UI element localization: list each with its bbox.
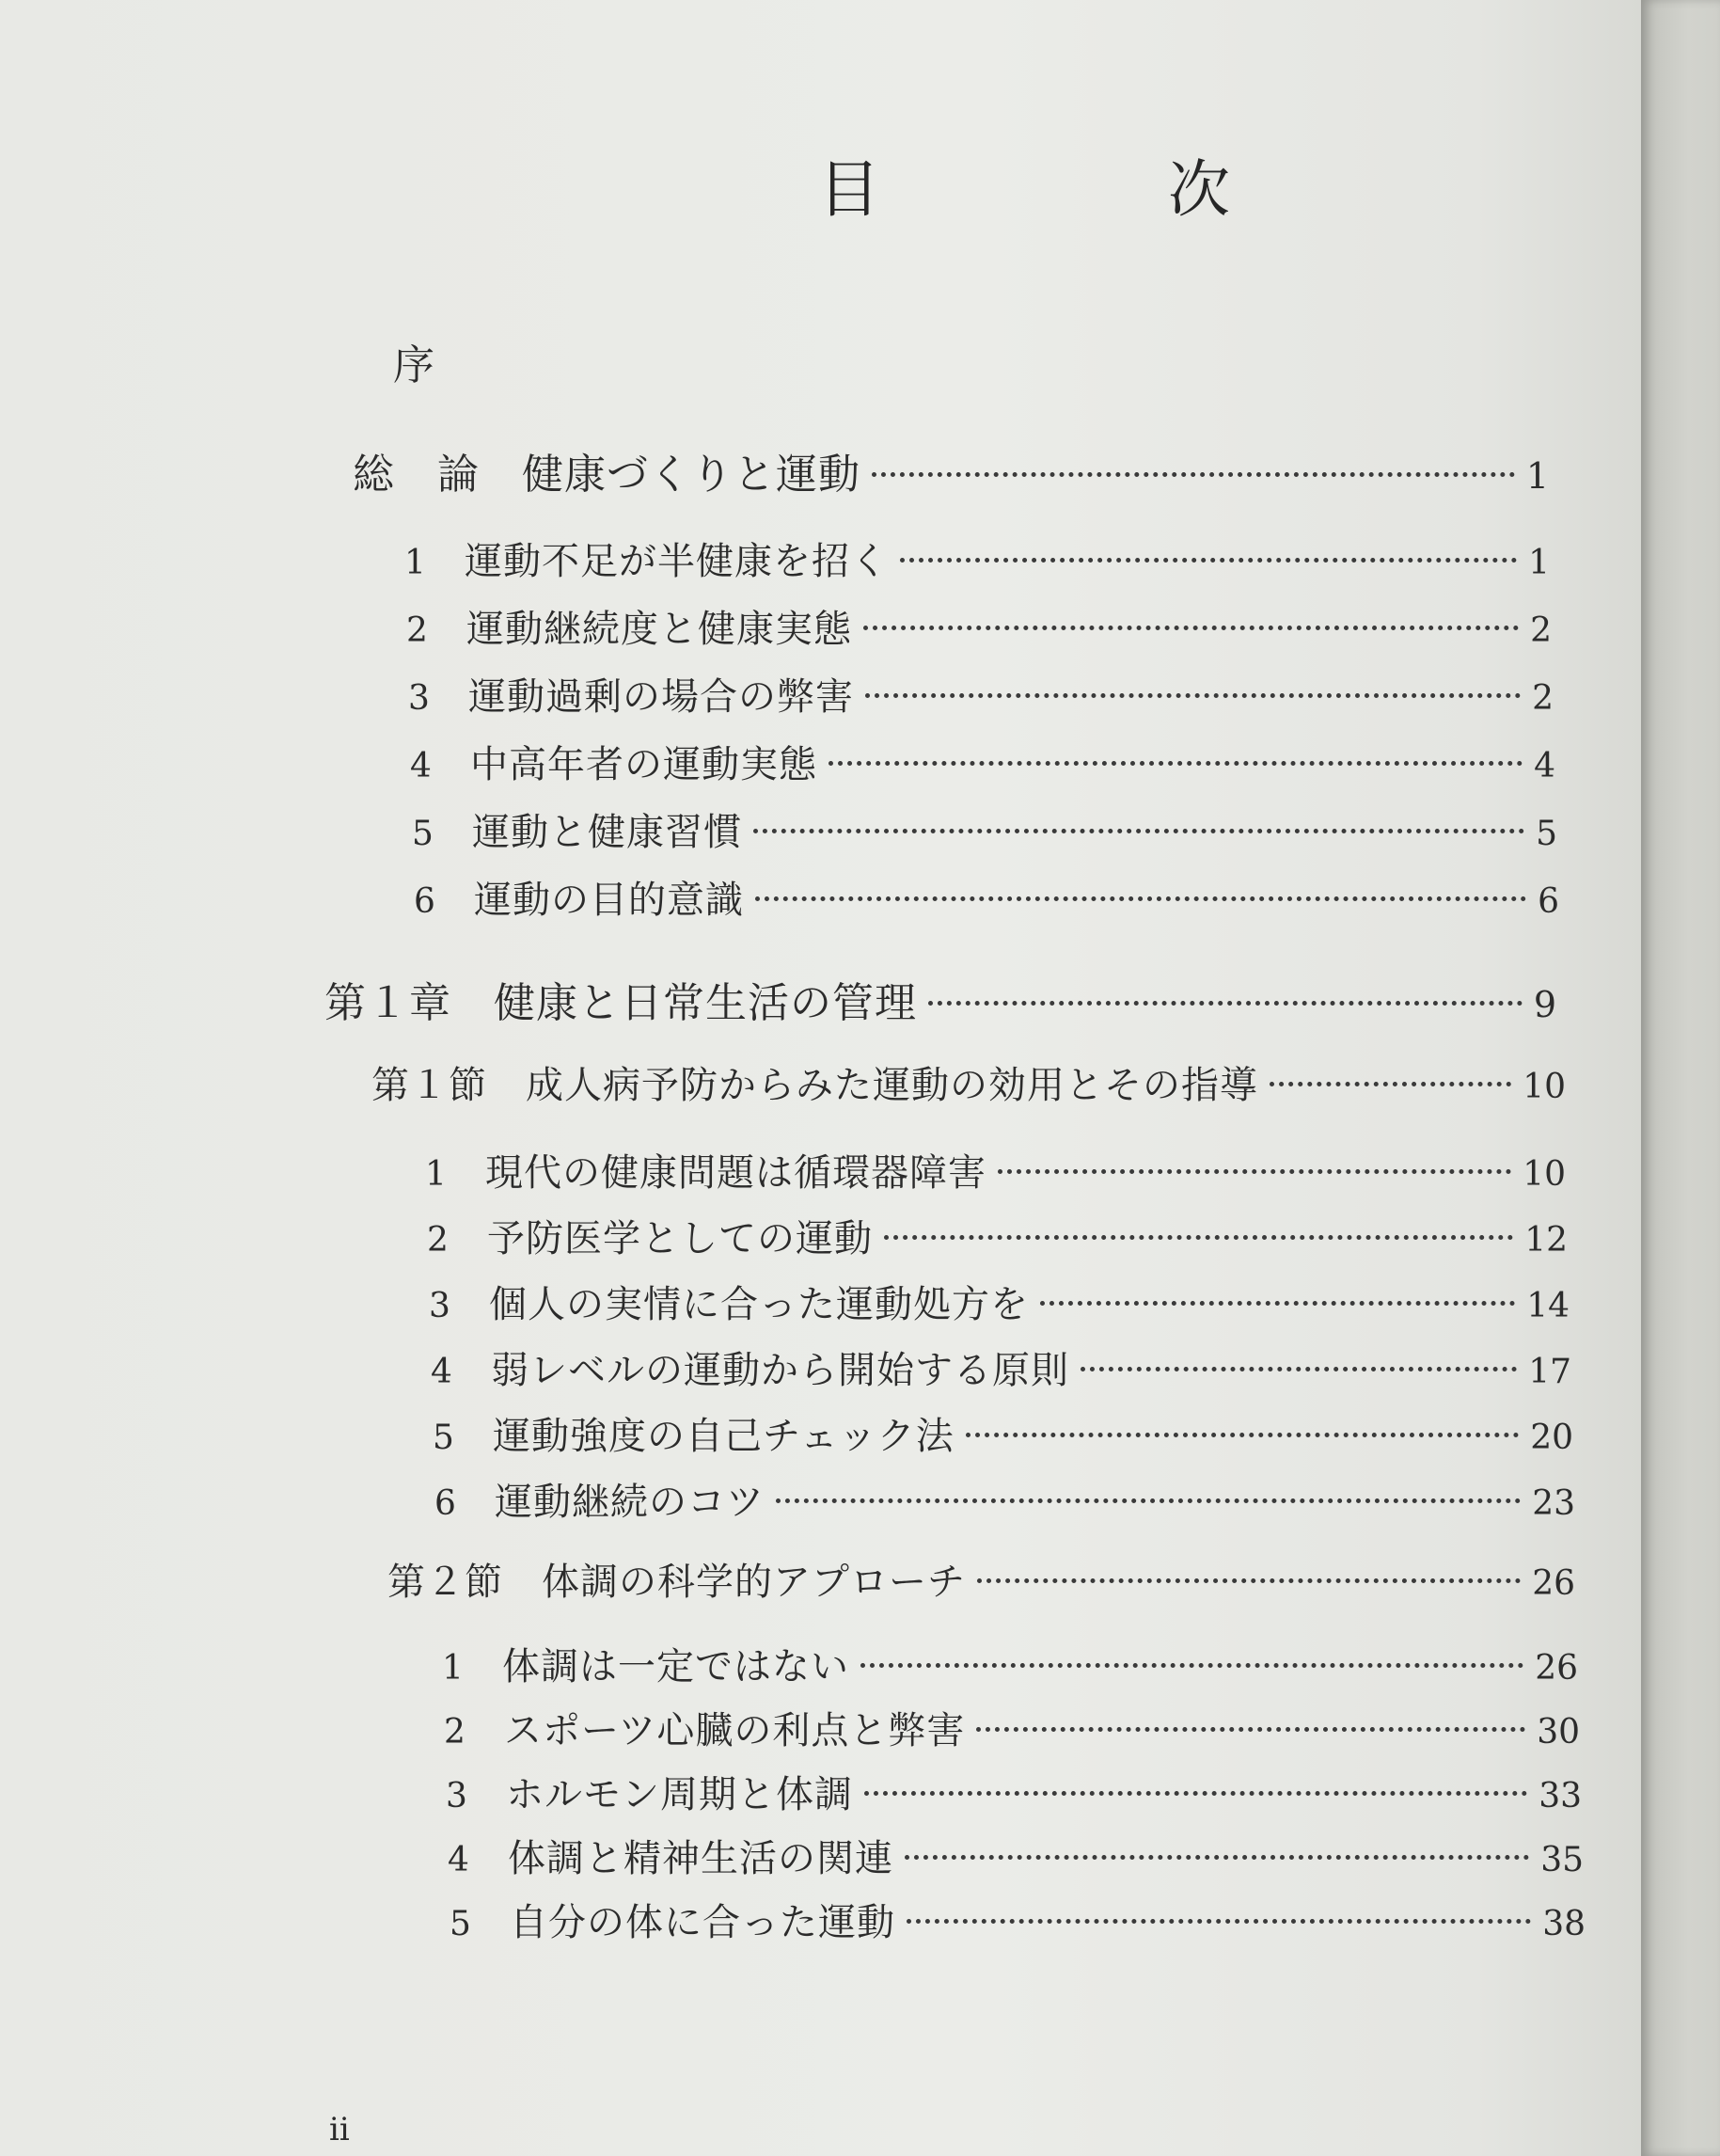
toc-entry-label: 総 論 健康づくりと運動	[353, 451, 860, 499]
leader-dots	[828, 761, 1523, 766]
toc-entry-page: 2	[1532, 679, 1554, 718]
toc-entry-page: 6	[1538, 882, 1559, 921]
toc-entry[interactable]	[444, 1701, 1580, 1754]
toc-entry-chapter-1[interactable]	[324, 969, 1556, 1029]
toc-entry-page: 20	[1530, 1419, 1573, 1457]
preface-heading: 序	[393, 341, 434, 389]
toc-entry-page: 35	[1540, 1841, 1584, 1879]
leader-dots	[755, 896, 1526, 901]
toc-entry-page: 1	[1528, 544, 1550, 582]
toc-entry-number: 5	[412, 815, 434, 853]
leader-dots	[864, 1791, 1527, 1796]
toc-entry-label: 運動不足が半健康を招く	[465, 540, 889, 583]
toc-entry-page: 26	[1532, 1564, 1575, 1603]
toc-entry-label: 体調と精神生活の関連	[508, 1837, 893, 1880]
leader-dots	[966, 1433, 1519, 1437]
toc-entry-number: 2	[427, 1221, 449, 1260]
toc-entry-label: 運動強度の自己チェック法	[493, 1415, 955, 1458]
leader-dots	[884, 1235, 1513, 1240]
leader-dots	[976, 1727, 1525, 1732]
toc-entry-number: 2	[444, 1713, 466, 1752]
toc-entry-label: 中高年者の運動実態	[470, 743, 817, 786]
toc-entry-label: 運動過剰の場合の弊害	[468, 675, 854, 719]
toc-entry-label: 運動継続度と健康実態	[466, 608, 852, 651]
toc-entry-page: 14	[1526, 1287, 1570, 1325]
toc-entry-number: 3	[446, 1777, 467, 1815]
toc-entry-general[interactable]	[353, 440, 1549, 500]
toc-entry-number: 3	[408, 679, 430, 718]
toc-entry[interactable]	[408, 667, 1554, 721]
toc-entry[interactable]	[427, 1209, 1568, 1262]
toc-entry-page: 23	[1532, 1484, 1575, 1523]
toc-entry-page: 30	[1537, 1713, 1580, 1752]
leader-dots	[900, 558, 1517, 563]
toc-entry-number: 4	[410, 747, 432, 785]
toc-entry-page: 17	[1528, 1353, 1571, 1391]
toc-entry-page: 10	[1523, 1068, 1566, 1106]
toc-entry-label: 現代の健康問題は循環器障害	[485, 1151, 986, 1195]
toc-entry-page: 26	[1535, 1649, 1578, 1688]
toc-entry-label: 第１節 成人病予防からみた運動の効用とその指導	[371, 1064, 1258, 1107]
toc-entry-section-2[interactable]	[387, 1552, 1575, 1606]
toc-entry-label: 体調は一定ではない	[502, 1645, 849, 1688]
toc-entry-number: 3	[429, 1287, 450, 1325]
toc-entry-number: 1	[442, 1649, 464, 1688]
toc-entry-number: 4	[448, 1841, 469, 1879]
toc-entry[interactable]	[434, 1472, 1575, 1526]
toc-entry-section-1[interactable]	[371, 1055, 1566, 1109]
leader-dots	[1040, 1301, 1515, 1306]
leader-dots	[776, 1498, 1521, 1503]
toc-entry-label: 弱レベルの運動から開始する原則	[491, 1349, 1069, 1392]
leader-dots	[872, 472, 1515, 477]
toc-entry[interactable]	[414, 870, 1559, 924]
toc-entry-label: 第２節 体調の科学的アプローチ	[387, 1561, 966, 1604]
leader-dots	[865, 693, 1521, 698]
toc-entry-page: 5	[1536, 815, 1557, 853]
toc-entry[interactable]	[450, 1893, 1586, 1946]
toc-entry-number: 6	[414, 882, 435, 921]
toc-entry[interactable]	[433, 1406, 1573, 1460]
toc-entry-label: 第１章 健康と日常生活の管理	[324, 979, 917, 1027]
leader-dots	[860, 1663, 1523, 1668]
leader-dots	[1270, 1082, 1511, 1086]
toc-entry-number: 6	[434, 1484, 456, 1523]
leader-dots	[905, 1855, 1529, 1860]
toc-entry[interactable]	[446, 1765, 1582, 1818]
toc-entry-number: 1	[404, 544, 426, 582]
toc-entry-page: 2	[1530, 611, 1552, 650]
toc-title: 目 次	[818, 153, 1343, 226]
toc-entry-page: 10	[1523, 1155, 1566, 1194]
toc-entry-page: 12	[1524, 1221, 1568, 1260]
toc-entry-label: 運動の目的意識	[474, 879, 744, 922]
toc-entry-number: 5	[450, 1905, 471, 1943]
toc-entry-page: 38	[1542, 1905, 1586, 1943]
toc-entry-label: 予防医学としての運動	[487, 1217, 873, 1260]
leader-dots	[907, 1919, 1531, 1924]
toc-entry-page: 9	[1533, 984, 1556, 1025]
toc-entry-label: スポーツ心臓の利点と弊害	[504, 1709, 966, 1752]
toc-entry-number: 2	[406, 611, 428, 650]
toc-entry-label: ホルモン周期と体調	[506, 1773, 853, 1816]
toc-entry[interactable]	[429, 1275, 1570, 1328]
toc-entry-label: 自分の体に合った運動	[510, 1901, 895, 1944]
toc-entry-number: 4	[431, 1353, 452, 1391]
toc-entry[interactable]	[448, 1829, 1584, 1882]
toc-entry-label: 運動と健康習慣	[472, 811, 742, 854]
toc-entry-page: 4	[1534, 747, 1555, 785]
leader-dots	[928, 1001, 1523, 1006]
leader-dots	[977, 1578, 1521, 1583]
toc-entry[interactable]	[406, 599, 1552, 653]
toc-entry-label: 個人の実情に合った運動処方を	[489, 1283, 1029, 1326]
book-page-edge	[1641, 0, 1720, 2156]
toc-entry-number: 5	[433, 1419, 454, 1457]
toc-entry[interactable]	[410, 735, 1555, 788]
toc-entry-page: 1	[1525, 455, 1549, 497]
toc-entry[interactable]	[442, 1637, 1578, 1690]
toc-entry-number: 1	[425, 1155, 447, 1194]
leader-dots	[753, 829, 1524, 833]
leader-dots	[998, 1169, 1511, 1174]
toc-entry[interactable]	[431, 1340, 1571, 1394]
leader-dots	[863, 626, 1519, 630]
toc-entry[interactable]	[404, 531, 1550, 585]
toc-entry-page: 33	[1539, 1777, 1582, 1815]
toc-entry[interactable]	[412, 802, 1557, 856]
toc-entry-label: 運動継続のコツ	[495, 1481, 765, 1524]
page-number: ii	[329, 2111, 350, 2148]
toc-entry[interactable]	[425, 1143, 1566, 1197]
leader-dots	[1081, 1367, 1517, 1371]
